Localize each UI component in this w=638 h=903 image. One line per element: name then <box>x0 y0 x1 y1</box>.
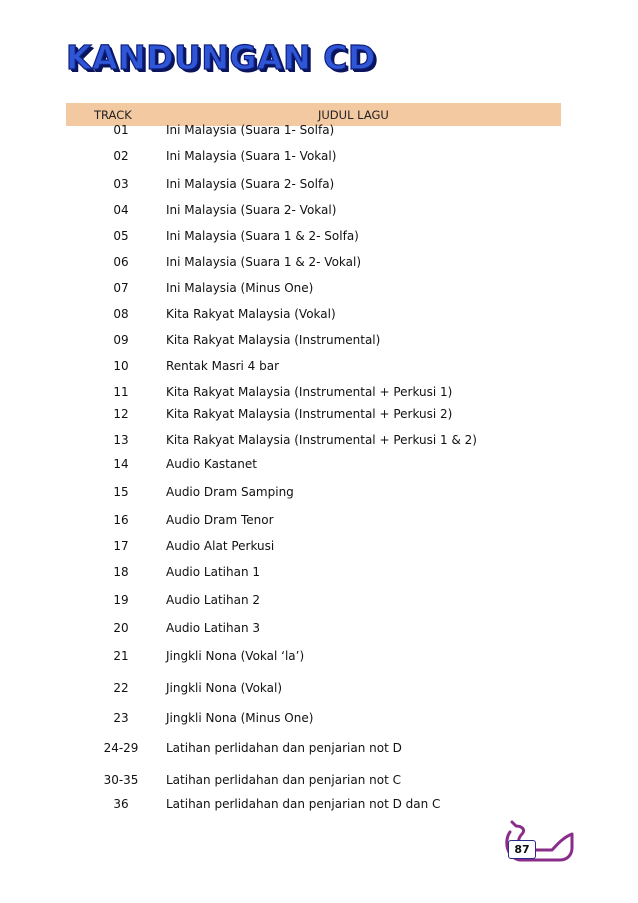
track-number: 17 <box>113 539 129 553</box>
table-row <box>0 431 638 451</box>
table-row <box>0 619 638 639</box>
song-title: Audio Latihan 2 <box>166 593 261 607</box>
song-title: Kita Rakyat Malaysia (Instrumental + Perkusi 1) <box>166 385 453 399</box>
song-title: Ini Malaysia (Suara 1 & 2- Solfa) <box>166 229 359 243</box>
table-row <box>0 679 638 699</box>
track-number: 14 <box>113 457 129 471</box>
table-row <box>0 771 638 791</box>
table-row <box>0 483 638 503</box>
table-row <box>0 455 638 475</box>
song-title: Kita Rakyat Malaysia (Vokal) <box>166 307 336 321</box>
table-row <box>0 563 638 583</box>
table-row <box>0 279 638 299</box>
track-number: 18 <box>113 565 129 579</box>
song-title: Latihan perlidahan dan penjarian not D dan C <box>166 797 441 811</box>
table-row <box>0 537 638 557</box>
track-number: 19 <box>113 593 129 607</box>
song-title: Audio Latihan 3 <box>166 621 261 635</box>
track-number: 04 <box>113 203 129 217</box>
table-row <box>0 709 638 729</box>
song-title: Rentak Masri 4 bar <box>166 359 280 373</box>
track-column-header: TRACK <box>94 108 132 122</box>
track-number: 16 <box>113 513 129 527</box>
track-number: 24-29 <box>103 741 139 755</box>
page-title: KANDUNGAN CD <box>66 38 376 77</box>
table-row <box>0 591 638 611</box>
song-title: Kita Rakyat Malaysia (Instrumental + Perkusi 2) <box>166 407 453 421</box>
song-title: Kita Rakyat Malaysia (Instrumental + Perkusi 1 & 2) <box>166 433 477 447</box>
track-number: 30-35 <box>103 773 139 787</box>
track-number: 02 <box>113 149 129 163</box>
table-row <box>0 227 638 247</box>
track-number: 20 <box>113 621 129 635</box>
song-title: Ini Malaysia (Suara 1 & 2- Vokal) <box>166 255 362 269</box>
track-number: 08 <box>113 307 129 321</box>
table-row <box>0 511 638 531</box>
song-title: Ini Malaysia (Suara 2- Vokal) <box>166 203 337 217</box>
song-title: Audio Alat Perkusi <box>166 539 275 553</box>
track-number: 05 <box>113 229 129 243</box>
song-title: Jingkli Nona (Vokal) <box>166 681 283 695</box>
table-row <box>0 647 638 667</box>
song-title: Latihan perlidahan dan penjarian not D <box>166 741 402 755</box>
song-title: Audio Dram Samping <box>166 485 294 499</box>
table-row <box>0 147 638 167</box>
track-number: 03 <box>113 177 129 191</box>
track-number: 01 <box>113 123 129 137</box>
song-title: Latihan perlidahan dan penjarian not C <box>166 773 401 787</box>
song-title: Jingkli Nona (Vokal ‘la’) <box>166 649 305 663</box>
table-row <box>0 739 638 759</box>
track-number: 07 <box>113 281 129 295</box>
song-title: Audio Dram Tenor <box>166 513 274 527</box>
song-title: Ini Malaysia (Suara 2- Solfa) <box>166 177 335 191</box>
song-title-column-header: JUDUL LAGU <box>318 108 389 122</box>
table-row <box>0 201 638 221</box>
page-number: 87 <box>508 840 536 859</box>
track-number: 21 <box>113 649 129 663</box>
track-number: 13 <box>113 433 129 447</box>
song-title: Ini Malaysia (Suara 1- Vokal) <box>166 149 337 163</box>
track-number: 36 <box>113 797 129 811</box>
table-row <box>0 795 638 815</box>
table-row <box>0 253 638 273</box>
track-number: 10 <box>113 359 129 373</box>
track-number: 06 <box>113 255 129 269</box>
table-row <box>0 357 638 377</box>
song-title: Audio Kastanet <box>166 457 257 471</box>
track-number: 23 <box>113 711 129 725</box>
table-row <box>0 405 638 425</box>
track-number: 09 <box>113 333 129 347</box>
track-number: 15 <box>113 485 129 499</box>
table-row <box>0 383 638 403</box>
track-number: 22 <box>113 681 129 695</box>
table-row <box>0 121 638 141</box>
song-title: Audio Latihan 1 <box>166 565 261 579</box>
table-row <box>0 175 638 195</box>
song-title: Ini Malaysia (Suara 1- Solfa) <box>166 123 335 137</box>
table-row <box>0 331 638 351</box>
song-title: Kita Rakyat Malaysia (Instrumental) <box>166 333 381 347</box>
track-number: 12 <box>113 407 129 421</box>
song-title: Ini Malaysia (Minus One) <box>166 281 314 295</box>
song-title: Jingkli Nona (Minus One) <box>166 711 314 725</box>
track-number: 11 <box>113 385 129 399</box>
table-row <box>0 305 638 325</box>
